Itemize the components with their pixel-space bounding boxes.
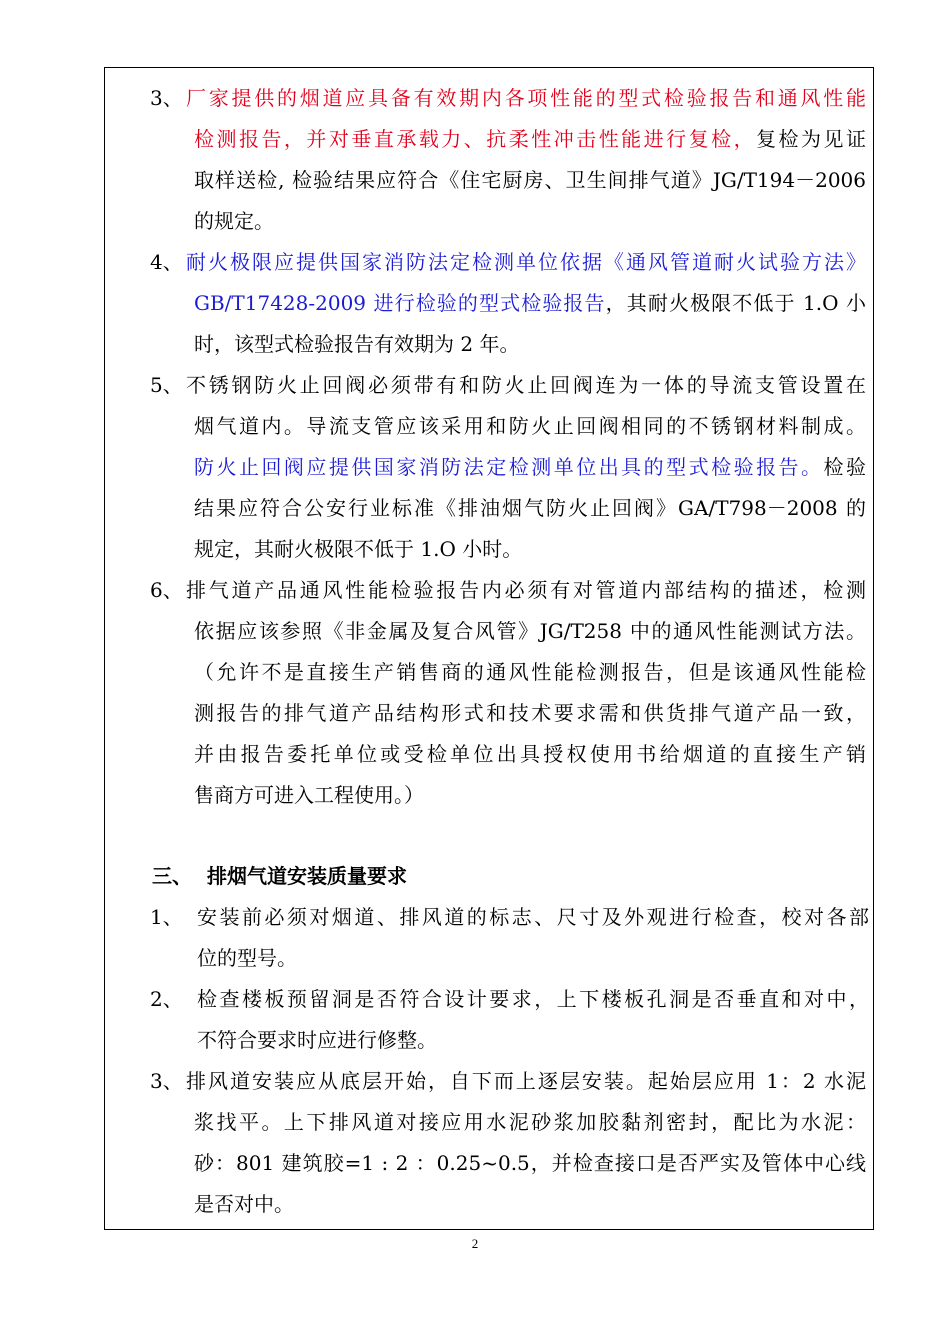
item-number: 6、 <box>150 578 183 602</box>
text-segment: 取样送检, 检验结果应符合《住宅厨房、卫生间排气道》JG/T194－2006 <box>194 168 866 192</box>
text-segment: 不锈钢防火止回阀必须带有和防火止回阀连为一体的导流支管设置在 <box>186 373 866 397</box>
text-segment: 并由报告委托单位或受检单位出具授权使用书给烟道的直接生产销 <box>194 742 866 766</box>
section-title: 排烟气道安装质量要求 <box>207 864 407 888</box>
item-line <box>194 611 866 652</box>
item-line <box>197 938 869 979</box>
item-number: 1、 <box>150 905 183 929</box>
text-segment: 依据应该参照《非金属及复合风管》JG/T258 中的通风性能测试方法。 <box>194 619 866 643</box>
text-segment: ，其耐火极限不低于 1.O 小 <box>605 291 867 315</box>
item-number: 3、 <box>150 1069 183 1093</box>
text-segment: 检查楼板预留洞是否符合设计要求，上下楼板孔洞是否垂直和对中， <box>197 987 869 1011</box>
text-segment: 售商方可进入工程使用。） <box>194 783 424 807</box>
text-segment: 位的型号。 <box>197 946 297 970</box>
installation-list <box>0 897 950 1225</box>
text-segment: 测报告的排气道产品结构形式和技术要求需和供货排气道产品一致， <box>194 701 866 725</box>
item-line <box>186 570 866 611</box>
item-line <box>194 1102 866 1143</box>
content-body <box>0 78 950 1225</box>
text-segment: （允许不是直接生产销售商的通风性能检测报告，但是该通风性能检 <box>194 660 866 684</box>
item-line <box>194 1184 866 1225</box>
list-item <box>0 78 950 242</box>
list-item <box>0 1061 950 1225</box>
item-line <box>194 119 866 160</box>
item-number: 4、 <box>150 250 183 274</box>
text-segment: 检验 <box>823 455 867 479</box>
item-line <box>194 160 866 201</box>
item-number: 5、 <box>150 373 183 397</box>
text-segment: 安装前必须对烟道、排风道的标志、尺寸及外观进行检查，校对各部 <box>197 905 869 929</box>
item-line <box>197 979 869 1020</box>
text-segment: 排风道安装应从底层开始，自下而上逐层安装。起始层应用 1：2 水泥 <box>186 1069 866 1093</box>
item-line <box>186 78 866 119</box>
text-segment: 砂：801 建筑胶=1 : 2 ：0.25~0.5，并检查接口是否严实及管体中心线 <box>194 1151 866 1175</box>
text-segment: 结果应符合公安行业标准《排油烟气防火止回阀》GA/T798－2008 的 <box>194 496 866 520</box>
text-segment: 耐火极限应提供国家消防法定检测单位依据《通风管道耐火试验方法》 <box>186 250 866 274</box>
item-line <box>194 488 866 529</box>
text-segment: 排气道产品通风性能检验报告内必须有对管道内部结构的描述，检测 <box>186 578 866 602</box>
text-segment: 厂家提供的烟道应具备有效期内各项性能的型式检验报告和通风性能 <box>186 86 866 110</box>
text-segment: 不符合要求时应进行修整。 <box>197 1028 437 1052</box>
item-line <box>194 324 866 365</box>
item-line <box>197 1020 869 1061</box>
item-line <box>194 775 866 816</box>
item-line <box>194 1143 866 1184</box>
item-line <box>194 406 866 447</box>
item-line <box>186 1061 866 1102</box>
item-line <box>194 693 866 734</box>
section-heading <box>0 856 950 897</box>
requirements-list <box>0 78 950 816</box>
text-segment: 浆找平。上下排风道对接应用水泥砂浆加胶黏剂密封，配比为水泥： <box>194 1110 866 1134</box>
text-segment: 是否对中。 <box>194 1192 294 1216</box>
item-number: 2、 <box>150 987 183 1011</box>
item-line <box>186 242 866 283</box>
item-line <box>194 734 866 775</box>
item-line <box>186 365 866 406</box>
text-segment: 复检为见证 <box>756 127 867 151</box>
text-segment: 规定，其耐火极限不低于 1.O 小时。 <box>194 537 523 561</box>
page-number: 2 <box>471 1236 479 1251</box>
text-segment: 防火止回阀应提供国家消防法定检测单位出具的型式检验报告。 <box>194 455 824 479</box>
text-segment: 时，该型式检验报告有效期为 2 年。 <box>194 332 520 356</box>
text-segment: 的规定。 <box>194 209 274 233</box>
list-item <box>0 570 950 816</box>
text-segment: 检测报告，并对垂直承载力、抗柔性冲击性能进行复检， <box>194 127 757 151</box>
section-number: 三、 <box>152 864 192 888</box>
item-line <box>194 201 866 242</box>
item-line <box>194 447 866 488</box>
item-number: 3、 <box>150 86 183 110</box>
text-segment: GB/T17428-2009 进行检验的型式检验报告 <box>194 291 606 315</box>
item-line <box>194 529 866 570</box>
list-item <box>0 365 950 570</box>
text-segment: 烟气道内。导流支管应该采用和防火止回阀相同的不锈钢材料制成。 <box>194 414 866 438</box>
list-item <box>0 897 950 979</box>
item-line <box>194 283 866 324</box>
list-item <box>0 242 950 365</box>
item-line <box>197 897 869 938</box>
list-item <box>0 979 950 1061</box>
item-line <box>194 652 866 693</box>
